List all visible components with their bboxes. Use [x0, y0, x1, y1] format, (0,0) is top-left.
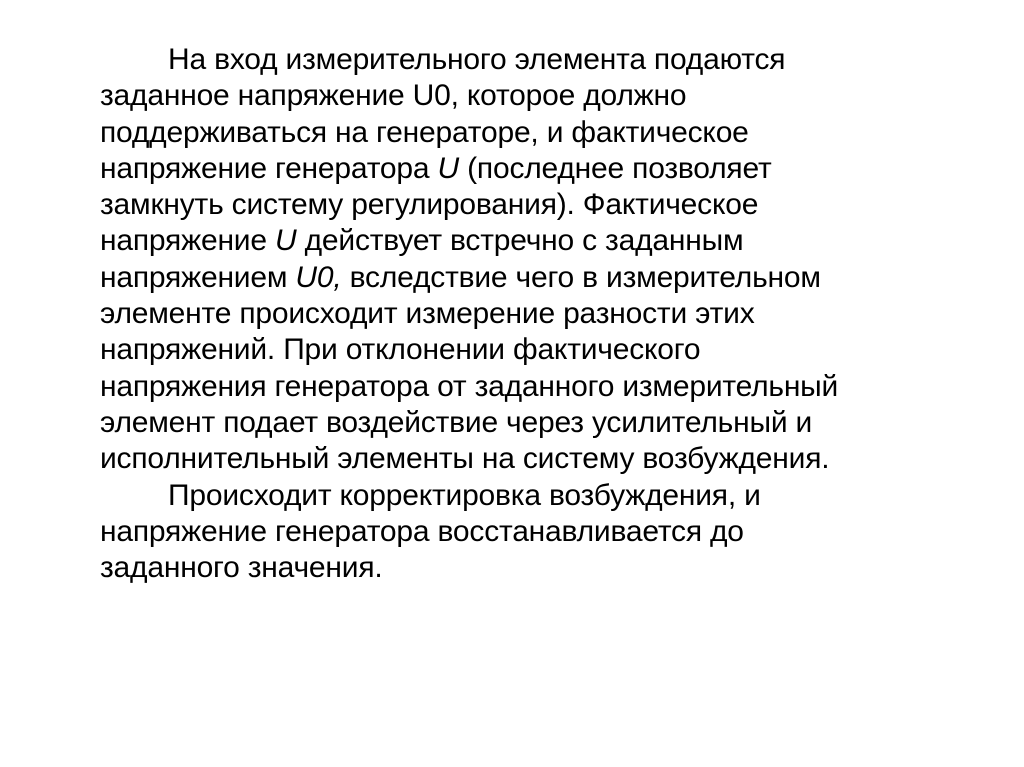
text-line: [100, 151, 980, 187]
text-line: напряжения генератора от заданного измерительный: [100, 369, 839, 403]
voltage-symbol: U: [437, 151, 459, 185]
text-line: [100, 223, 980, 259]
text-line: исполнительный элементы на систему возбуждения.: [100, 442, 830, 476]
voltage-symbol: U0,: [295, 260, 342, 294]
text-line: замкнуть систему регулирования). Фактическое: [100, 188, 759, 222]
text-line: элементе происходит измерение разности этих: [100, 297, 755, 331]
text-line: напряжений. При отклонении фактического: [100, 333, 701, 367]
text-line: напряжение генератора восстанавливается до: [100, 514, 744, 548]
paragraph-1: [100, 42, 980, 478]
text-line: элемент подает воздействие через усилительный и: [100, 405, 813, 439]
text-line: заданного значения.: [100, 551, 383, 585]
paragraph-2: [100, 478, 980, 587]
text-segment: напряжением: [100, 260, 296, 294]
text-line: На вход измерительного элемента подаются: [168, 43, 786, 76]
body-text: [100, 42, 980, 586]
text-line: Происходит корректировка возбуждения, и: [168, 478, 761, 512]
text-line: [100, 260, 980, 296]
text-segment: действует встречно с заданным: [296, 224, 744, 258]
text-segment: (последнее позволяет: [458, 151, 772, 185]
text-segment: напряжение: [100, 224, 275, 258]
text-segment: вследствие чего в измерительном: [341, 260, 821, 294]
text-line: поддерживаться на генераторе, и фактическое: [100, 115, 749, 149]
text-segment: напряжение генератора: [100, 151, 438, 185]
text-line: заданное напряжение U0, которое должно: [100, 79, 687, 113]
voltage-symbol: U: [275, 224, 297, 258]
